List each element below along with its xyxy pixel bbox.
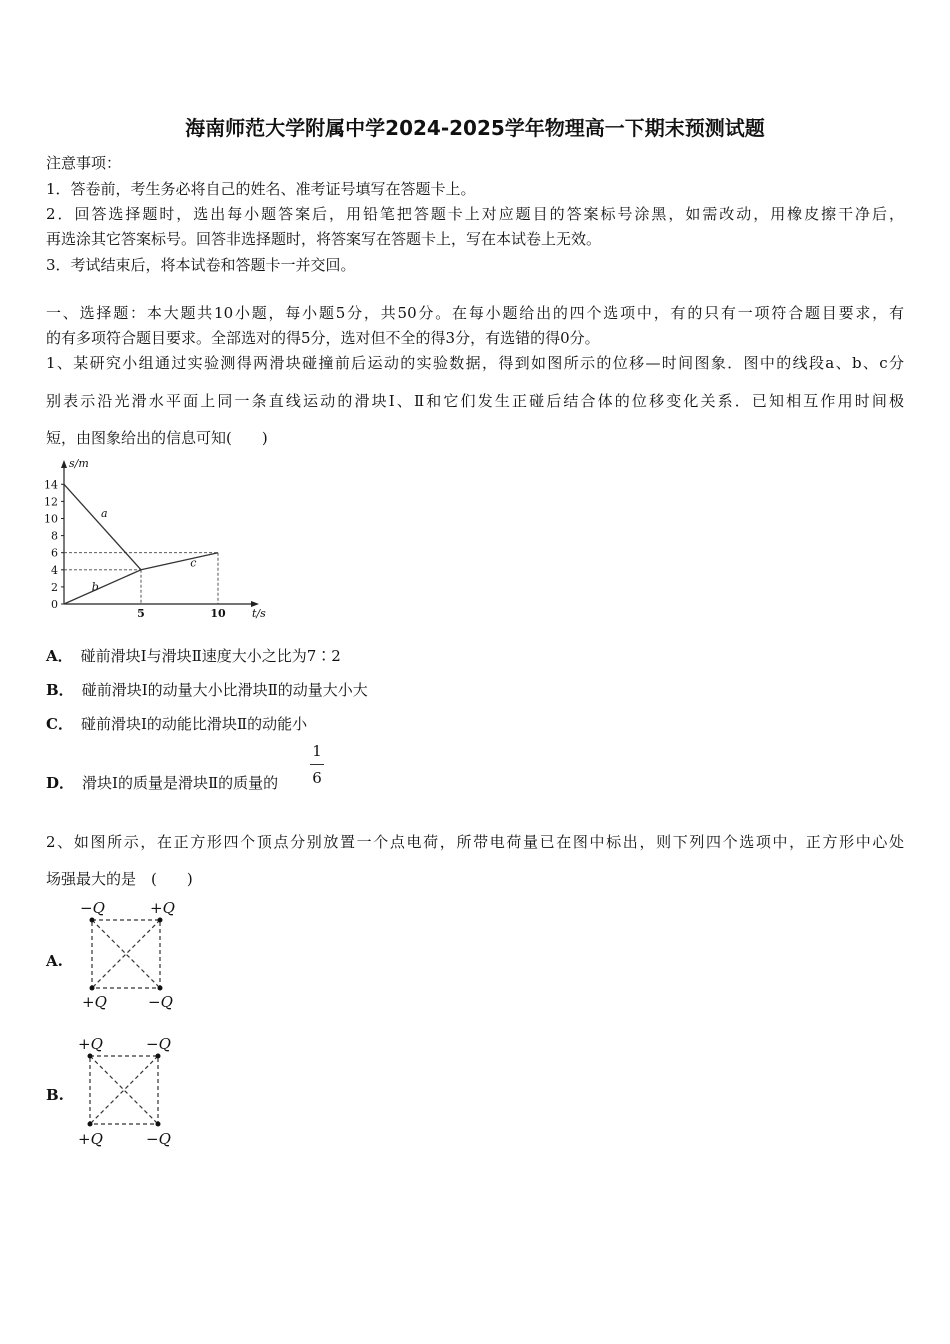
y-tick-label: 2 [51,580,58,594]
option-d-label: D． [46,774,75,792]
charge-label: −Q [146,1130,171,1148]
section-instructions: 的有多项符合题目要求。全部选对的得5分，选对但不全的得3分，有选错的得0分。 [46,329,600,347]
option-2b-letter: B. [46,1086,64,1104]
x-axis-label: t/s [252,607,266,620]
fraction-one-sixth [310,742,324,787]
charge-label: +Q [78,1130,103,1148]
charge-dot [88,1054,93,1059]
charge-label: −Q [146,1035,171,1053]
notice-item: 2．回答选择题时，选出每小题答案后，用铅笔把答题卡上对应题目的答案标号涂黑，如需改动，用橡皮擦干净后， [46,205,904,223]
section-instructions: 一、选择题：本大题共10小题，每小题5分，共50分。在每小题给出的四个选项中，有的只有一项符合题目要求，有 [46,304,904,322]
charge-label: −Q [148,993,173,1011]
option-d-text: 滑块Ⅰ的质量是滑块Ⅱ的质量的 [82,774,279,792]
fraction-numerator: 1 [312,742,322,760]
series-label-a: a [100,506,108,520]
charge-dot [88,1122,93,1127]
y-tick-label: 4 [51,563,58,577]
charge-label: +Q [82,993,107,1011]
option-d[interactable] [46,772,278,793]
fraction-bar [310,764,324,765]
x-tick-label: 10 [210,607,226,620]
y-axis-label: s/m [69,457,89,470]
y-tick-label: 8 [51,529,58,543]
charge-label: +Q [150,899,175,917]
y-axis-arrow [61,460,67,468]
displacement-time-chart [40,455,280,625]
y-tick-label: 6 [51,546,58,560]
question-1-stem: 短，由图象给出的信息可知( ) [46,429,268,447]
charge-dot [156,1122,161,1127]
charge-dot [90,986,95,991]
option-c-label: C． [46,715,73,733]
option-2a-label[interactable] [46,952,71,970]
charge-dot [90,918,95,923]
notice-item: 再选涂其它答案标号。回答非选择题时，将答案写在答题卡上，写在本试卷上无效。 [46,230,602,248]
notice-heading: 注意事项： [46,154,122,172]
option-b[interactable] [46,679,368,700]
series-line-a [64,484,141,570]
series-label-b: b [91,580,99,594]
charge-dot [158,918,163,923]
notice-item: 1．答卷前，考生务必将自己的姓名、准考证号填写在答题卡上。 [46,180,476,198]
series-line-c [141,553,218,570]
question-2-stem: 场强最大的是 ( ) [46,870,193,888]
charge-square-b [70,1032,190,1152]
option-a[interactable] [46,645,341,666]
option-2a-letter: A. [46,952,63,970]
question-1-stem: 别表示沿光滑水平面上同一条直线运动的滑块Ⅰ、Ⅱ和它们发生正碰后结合体的位移变化关系．已知相互作用时间极 [46,392,904,410]
option-c[interactable] [46,713,307,734]
notice-item: 3．考试结束后，将本试卷和答题卡一并交回。 [46,256,356,274]
charge-label: −Q [80,899,105,917]
fraction-denominator: 6 [312,769,322,787]
page-title: 海南师范大学附属中学2024-2025学年物理高一下期末预测试题 [185,116,765,140]
option-a-label: A． [46,647,73,665]
question-2-stem: 2、如图所示，在正方形四个顶点分别放置一个点电荷，所带电荷量已在图中标出，则下列四个选项中，正方形中心处 [46,833,904,851]
option-b-text: 碰前滑块Ⅰ的动量大小比滑块Ⅱ的动量大小大 [81,681,368,699]
y-tick-label: 10 [44,512,58,526]
option-a-text: 碰前滑块Ⅰ与滑块Ⅱ速度大小之比为7∶2 [80,647,341,665]
x-tick-label: 5 [137,607,145,620]
charge-dot [156,1054,161,1059]
question-1-stem: 1、某研究小组通过实验测得两滑块碰撞前后运动的实验数据，得到如图所示的位移—时间图象．图中的线段a、b、c分 [46,354,904,372]
y-tick-label: 12 [44,495,58,509]
charge-dot [158,986,163,991]
series-label-c: c [190,556,197,570]
option-b-label: B． [46,681,74,699]
y-tick-label: 14 [44,478,58,492]
option-c-text: 碰前滑块Ⅰ的动能比滑块Ⅱ的动能小 [80,715,308,733]
option-2b-label[interactable] [46,1086,72,1104]
charge-square-a [72,895,192,1015]
y-tick-label: 0 [51,598,58,611]
series-line-b [64,570,141,604]
charge-label: +Q [78,1035,103,1053]
